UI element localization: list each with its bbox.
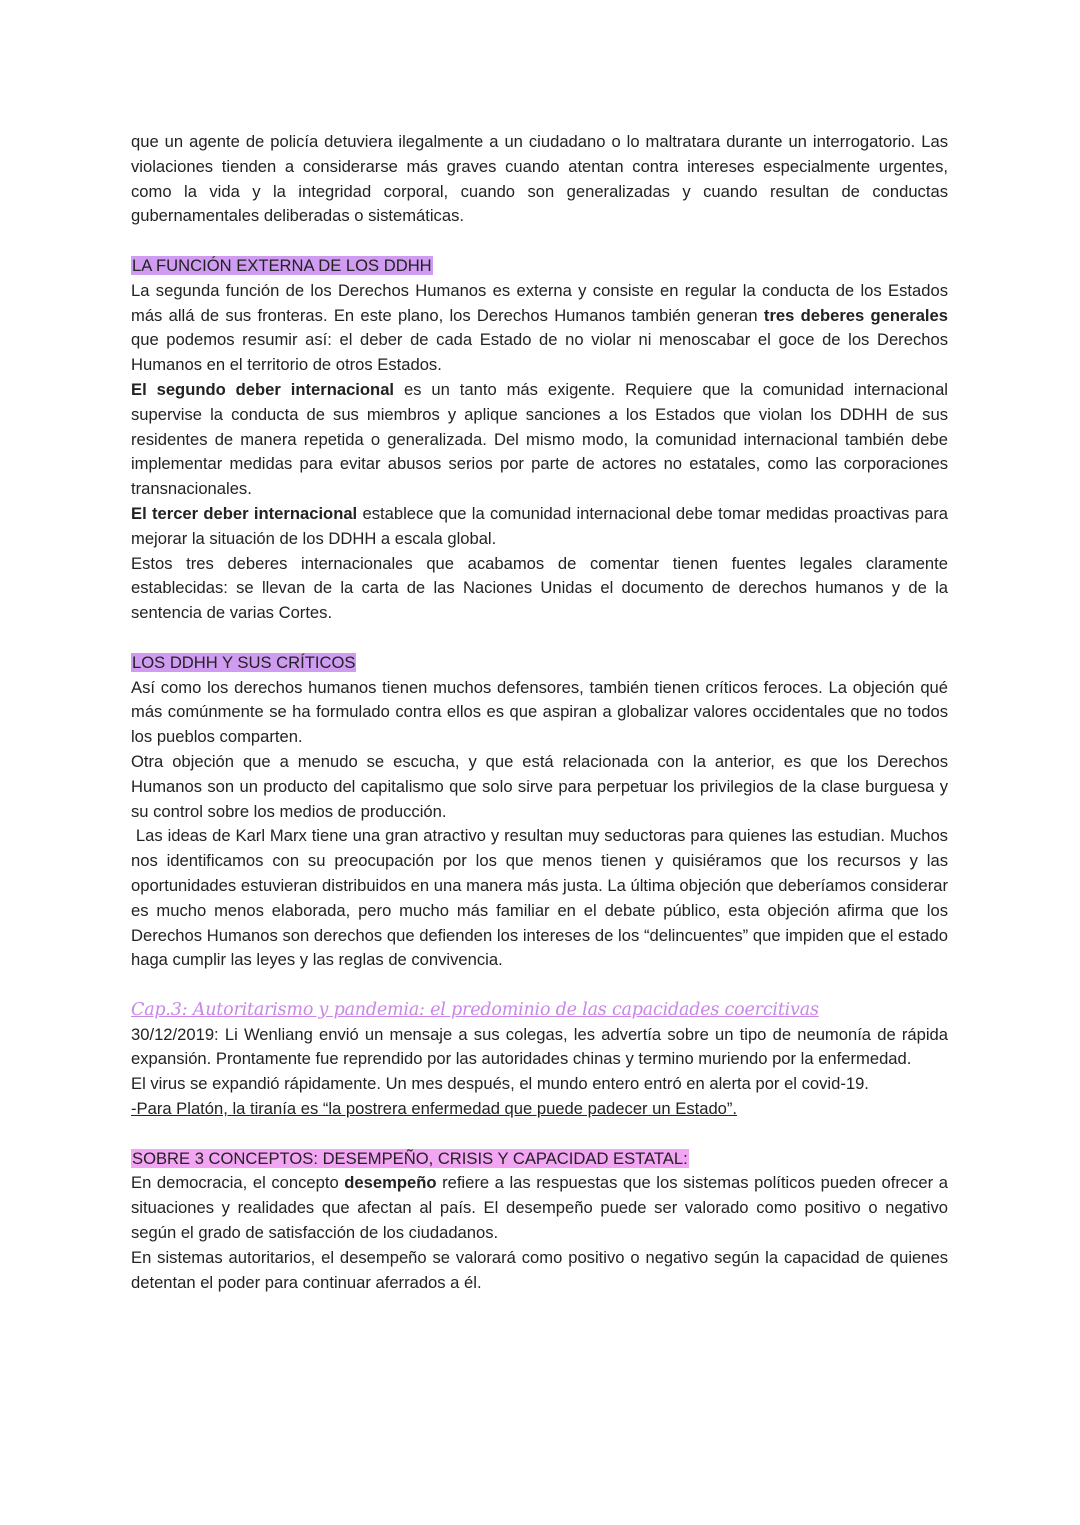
paragraph: 30/12/2019: Li Wenliang envió un mensaje a sus colegas, les advertía sobre un tipo de neumonía de rápida expansión. Prontamente fue reprendido por las autoridades chinas y termino muriendo por la enfermedad. [131, 1024, 948, 1069]
paragraph: En sistemas autoritarios, el desempeño se valorará como positivo o negativo según la capacidad de quienes detentan el poder para continuar aferrados a él. [131, 1247, 948, 1292]
highlight: LA FUNCIÓN EXTERNA DE LOS DDHH [132, 255, 432, 275]
paragraph: El tercer deber internacional establece que la comunidad internacional debe tomar medidas proactivas para mejorar la situación de los DDHH a escala global. [131, 503, 948, 548]
paragraph: Las ideas de Karl Marx tiene una gran atractivo y resultan muy seductoras para quienes las estudian. Muchos nos identificamos con su preocupación por los que menos tienen y quisiéramos que los recursos y las oportunidades estuvieran distribuidos en una manera más justa. La última objeción que deberíamos considerar es mucho menos elaborada, pero mucho más familiar en el debate público, esta objeción afirma que los Derechos Humanos son derechos que defienden los intereses de los “delincuentes” que impiden que el estado haga cumplir las leyes y las reglas de convivencia. [131, 826, 953, 970]
paragraph: En democracia, el concepto desempeño refiere a las respuestas que los sistemas políticos pueden ofrecer a situaciones y realidades que afectan al país. El desempeño puede ser valorado como positivo o negativo según el grado de satisfacción de los ciudadanos. [131, 1173, 948, 1243]
chapter-title: Cap.3: Autoritarismo y pandemia: el predominio de las capacidades coercitivas [131, 999, 819, 1020]
bold-text: tres deberes generales [763, 305, 948, 325]
paragraph: Estos tres deberes internacionales que acabamos de comentar tienen fuentes legales claramente establecidas: se llevan de la carta de las Naciones Unidas el documento de derechos humanos y de la sentencia de varias Cortes. [131, 553, 948, 623]
paragraph: La segunda función de los Derechos Humanos es externa y consiste en regular la conducta de los Estados más allá de sus fronteras. En este plano, los Derechos Humanos también generan tres deberes generales que podemos resumir así: el deber de cada Estado de no violar ni menoscabar el goce de los Derechos Humanos en el territorio de otros Estados. [131, 280, 948, 375]
paragraph [131, 1097, 948, 1122]
highlight: SOBRE 3 CONCEPTOS: DESEMPEÑO, CRISIS Y CAPACIDAD ESTATAL: [132, 1148, 688, 1168]
section-heading-criticos [131, 651, 948, 676]
bold-text: El tercer deber internacional [131, 503, 358, 523]
document-page [131, 130, 953, 1295]
section-heading-funcion-externa [131, 254, 948, 279]
bold-text: El segundo deber internacional [131, 379, 395, 399]
paragraph: El segundo deber internacional es un tanto más exigente. Requiere que la comunidad internacional supervise la conducta de sus miembros y aplique sanciones a los Estados que violan los DDHH de sus residentes de manera repetida o generalizada. Del mismo modo, la comunidad internacional también debe implementar medidas para evitar abusos serios por parte de actores no estatales, como las corporaciones transnacionales. [131, 379, 948, 499]
intro-paragraph: que un agente de policía detuviera ilegalmente a un ciudadano o lo maltratara durante un interrogatorio. Las violaciones tienden a considerarse más graves cuando atentan contra intereses especialmente urgentes, como la vida y la integridad corporal, cuando son generalizadas y cuando resultan de conductas gubernamentales deliberadas o sistemáticas. [131, 132, 948, 226]
section-heading-conceptos [131, 1147, 948, 1172]
paragraph: Otra objeción que a menudo se escucha, y que está relacionada con la anterior, es que los Derechos Humanos son un producto del capitalismo que solo sirve para perpetuar los privilegios de la clase burguesa y su control sobre los medios de producción. [131, 751, 948, 821]
highlight: LOS DDHH Y SUS CRÍTICOS [132, 652, 356, 672]
underlined-quote: -Para Platón, la tiranía es “la postrera enfermedad que puede padecer un Estado”. [131, 1099, 738, 1119]
paragraph: El virus se expandió rápidamente. Un mes después, el mundo entero entró en alerta por el covid-19. [131, 1074, 869, 1094]
paragraph: Así como los derechos humanos tienen muchos defensores, también tienen críticos feroces. La objeción qué más comúnmente se ha formulado contra ellos es que aspiran a globalizar valores occidentales que no todos los pueblos comparten. [131, 677, 948, 747]
bold-text: desempeño [344, 1173, 437, 1193]
